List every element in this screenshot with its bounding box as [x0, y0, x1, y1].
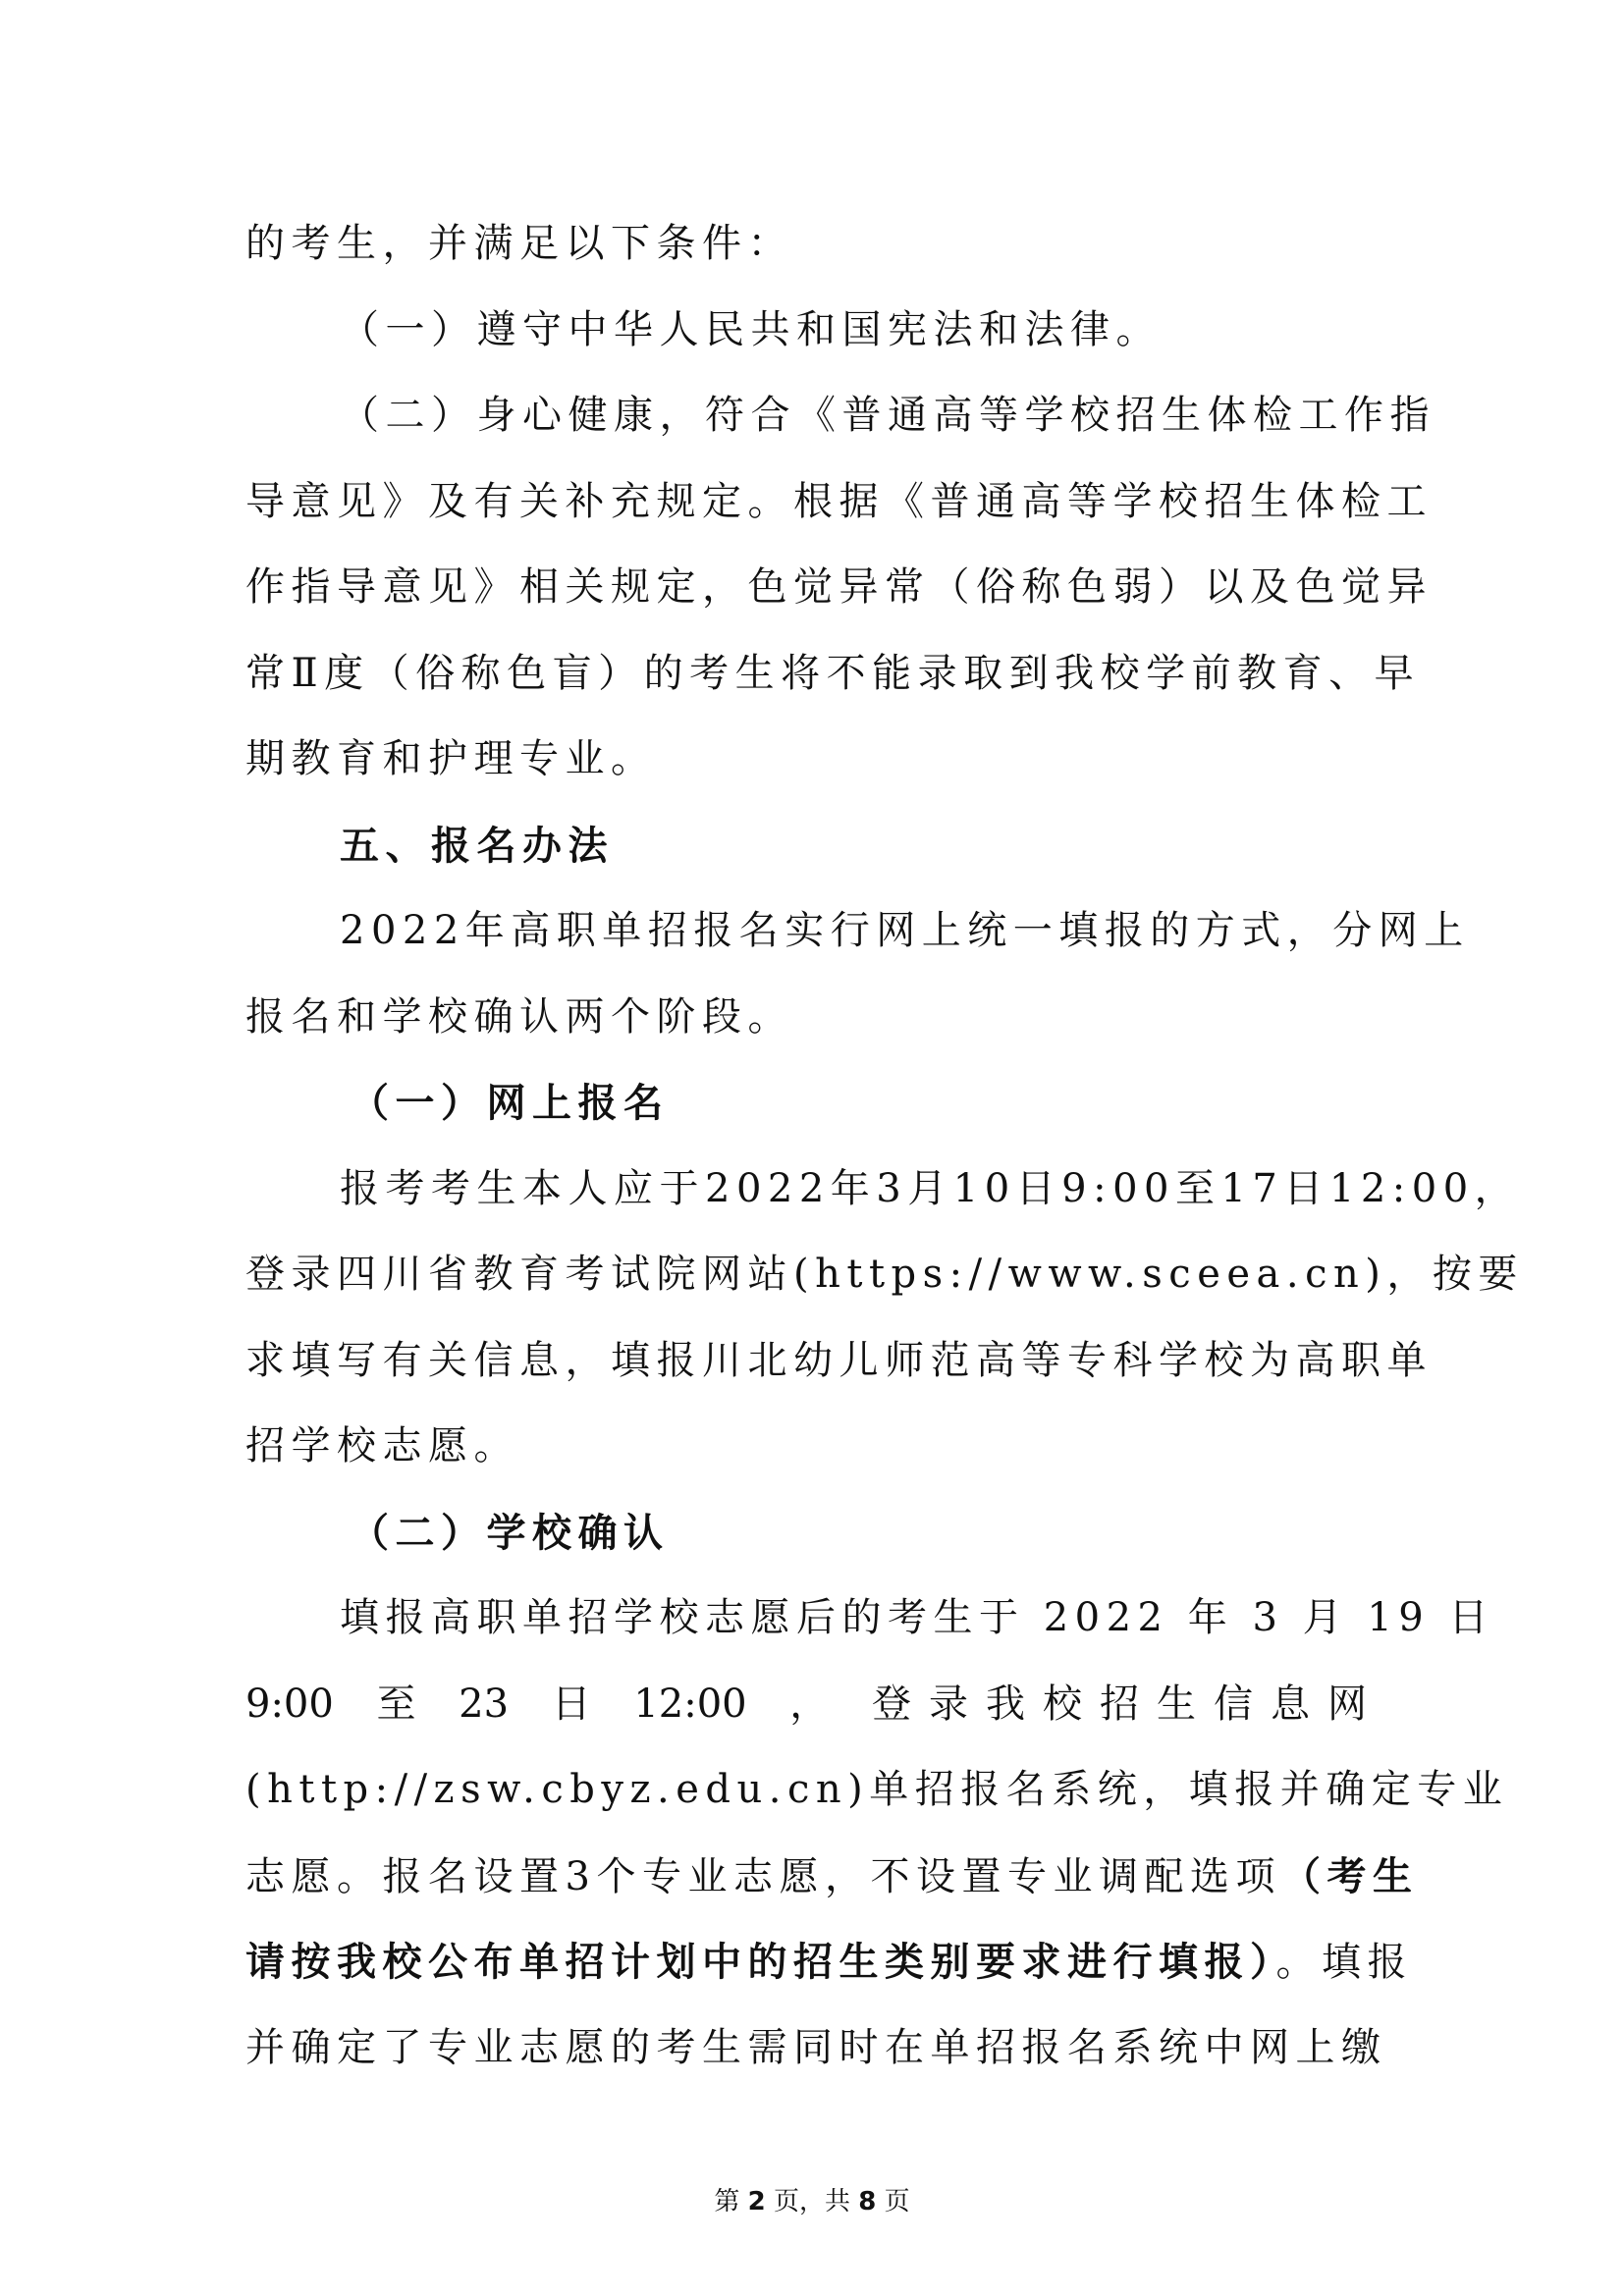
spread-segment: 23 [459, 1681, 510, 1727]
paragraph-line: 导意见》及有关补充规定。根据《普通高等学校招生体检工 [245, 478, 1433, 524]
footer-suffix: 页 [884, 2187, 910, 2216]
paragraph-line: （一）遵守中华人民共和国宪法和法律。 [340, 306, 1162, 352]
paragraph-line [245, 1834, 1419, 1920]
footer-prefix: 第 [714, 2187, 740, 2216]
paragraph-line: 并确定了专业志愿的考生需同时在单招报名系统中网上缴 [245, 2024, 1387, 2070]
spread-segment: ， [789, 1681, 830, 1727]
text-run: 志愿。报名设置3个专业志愿，不设置专业调配选项 [245, 1853, 1281, 1899]
section-heading: 五、报名办法 [340, 822, 614, 869]
subsection-heading: （一）网上报名 [350, 1080, 670, 1126]
paragraph-line: 填报高职单招学校志愿后的考生于 2022 年 3 月 19 日 [340, 1595, 1494, 1640]
paragraph-line: 2022年高职单招报名实行网上统一填报的方式，分网上 [340, 908, 1470, 953]
paragraph-line [245, 1919, 1413, 2005]
paragraph-line: (http://zsw.cbyz.edu.cn)单招报名系统，填报并确定专业 [245, 1767, 1509, 1812]
footer-total-pages: 8 [858, 2187, 877, 2216]
paragraph-line: 招学校志愿。 [245, 1423, 519, 1468]
spread-segment: 9:00 [245, 1681, 334, 1727]
spread-segment: 12:00 [633, 1681, 747, 1727]
emphasis-run: 请按我校公布单招计划中的招生类别要求进行填报） [245, 1939, 1276, 1985]
paragraph-line: （二）身心健康，符合《普通高等学校招生体检工作指 [340, 393, 1435, 438]
paragraph-line: 报考考生本人应于2022年3月10日9:00至17日12:00， [340, 1165, 1521, 1211]
paragraph-line: 常Ⅱ度（俗称色盲）的考生将不能录取到我校学前教育、早 [245, 650, 1421, 696]
paragraph-line-spread [245, 1662, 1384, 1748]
spread-segment: 至 [376, 1681, 416, 1727]
emphasis-run: （考生 [1280, 1852, 1419, 1899]
text-run: 。填报 [1275, 1940, 1413, 1985]
paragraph-line: 的考生，并满足以下条件： [245, 221, 793, 266]
spread-segment: 日 [551, 1681, 591, 1727]
paragraph-line: 求填写有关信息，填报川北幼儿师范高等专科学校为高职单 [245, 1337, 1433, 1383]
footer-middle: 页，共 [773, 2187, 850, 2216]
document-body [245, 201, 1524, 2091]
footer-page-number: 2 [747, 2187, 766, 2216]
paragraph-line: 作指导意见》相关规定，色觉异常（俗称色弱）以及色觉异 [245, 564, 1433, 610]
paragraph-line: 登录四川省教育考试院网站(https://www.sceea.cn)，按要 [245, 1252, 1524, 1297]
page-footer [0, 2181, 1624, 2217]
paragraph-line: 报名和学校确认两个阶段。 [245, 993, 793, 1040]
subsection-heading: （二）学校确认 [350, 1509, 670, 1556]
paragraph-line: 期教育和护理专业。 [245, 736, 657, 781]
spread-segment: 登录我校招生信息网 [871, 1681, 1384, 1727]
